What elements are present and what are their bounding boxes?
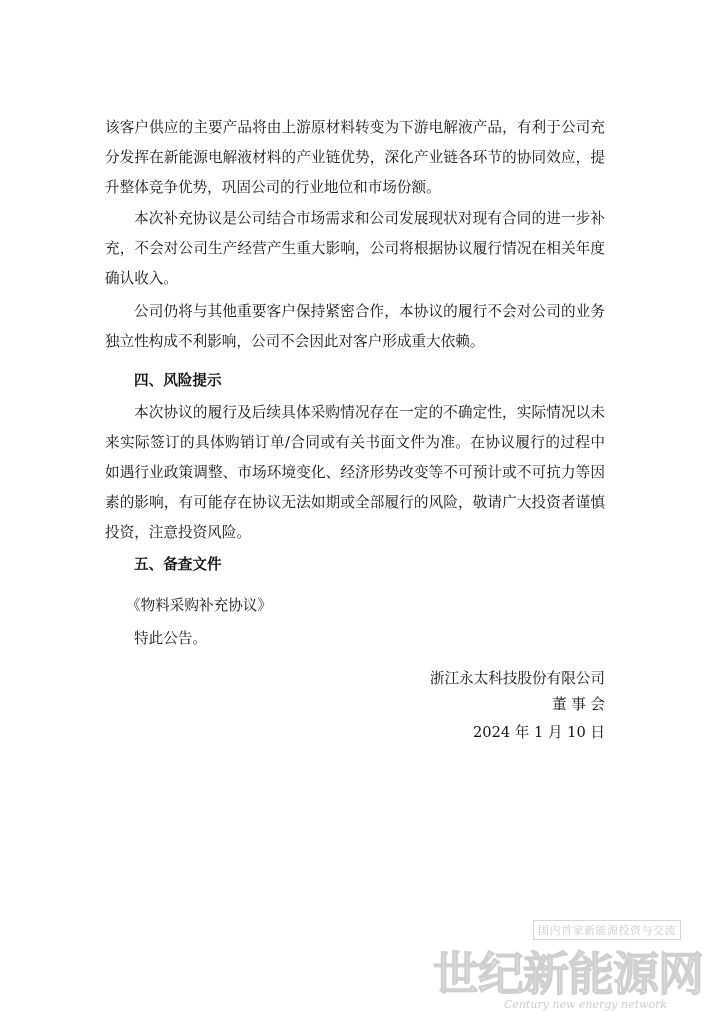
paragraph-risk: 本次协议的履行及后续具体采购情况存在一定的不确定性，实际情况以未来实际签订的具体购销订单/合同或有关书面文件为准。在协议履行的过程中如遇行业政策调整、市场环境变化、经济形势改变等不可预计或不可抗力等因素的影响，有可能存在协议无法如期或全部履行的风险，敬请广大投资者谨慎投资，注意投资风险。 (105, 404, 605, 541)
closing-statement: 特此公告。 (134, 630, 207, 647)
paragraph-supplement-agreement: 本次补充协议是公司结合市场需求和公司发展现状对现有合同的进一步补充，不会对公司生产经营产生重大影响，公司将根据协议履行情况在相关年度确认收入。 (105, 210, 605, 287)
watermark-name: 世纪新能源网 (433, 947, 703, 1001)
heading-risk-notice: 四、风险提示 (134, 372, 222, 389)
heading-reference-documents: 五、备查文件 (134, 556, 222, 573)
watermark-tagline: 国内首家新能源投资与交流 (533, 920, 681, 940)
paragraph-cooperation: 公司仍将与其他重要客户保持紧密合作，本协议的履行不会对公司的业务独立性构成不利影响，公司不会因此对客户形成重大依赖。 (105, 303, 605, 350)
reference-document-item: 《物料采购补充协议》 (126, 597, 272, 614)
signature-company: 浙江永太科技股份有限公司 (429, 670, 605, 687)
watermark-english: Century new energy network (503, 998, 667, 1011)
paragraph-customer-products: 该客户供应的主要产品将由上游原材料转变为下游电解液产品，有利于公司充分发挥在新能源电解液材料的产业链优势，深化产业链各环节的协同效应，提升整体竞争优势，巩固公司的行业地位和市场份额。 (105, 119, 605, 196)
signature-date: 2024 年 1 月 10 日 (473, 724, 605, 741)
signature-board: 董 事 会 (551, 696, 605, 713)
watermark-logo (433, 920, 703, 1030)
